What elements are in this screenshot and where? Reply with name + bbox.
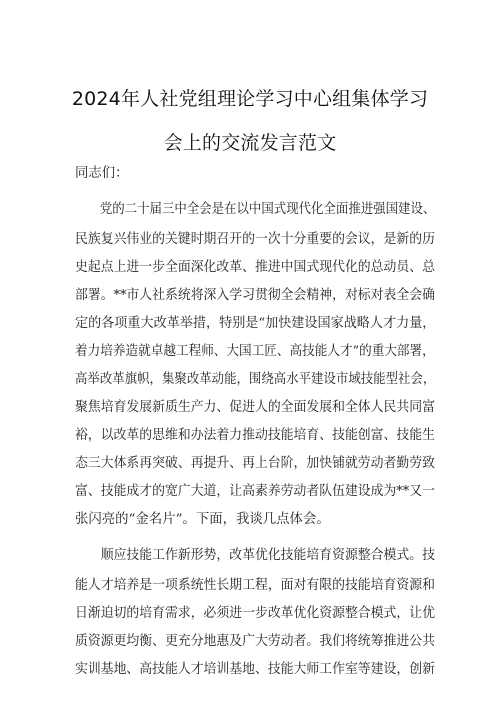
document-title-line-1: 2024年人社党组理论学习中心组集体学习 [71,88,429,110]
paragraph-2-line-3: 日渐迫切的培育需求，必须进一步改革优化资源整合模式，让优 [75,606,435,621]
paragraph-1-line-6: 着力培养造就卓越工程师、大国工匠、高技能人才”的重大部署， [75,344,435,359]
paragraph-1-line-7: 高举改革旗帜，集聚改革动能，围绕高水平建设市域技能型社会， [75,372,436,387]
paragraph-1-line-2: 民族复兴伟业的关键时期召开的一次十分重要的会议，是新的历 [75,232,435,247]
paragraph-1-line-11: 富、技能成才的宽广大道，让高素养劳动者队伍建设成为**又一 [75,484,435,499]
paragraph-1-line-9: 裕，以改革的思维和办法着力推动技能培育、技能创富、技能生 [75,428,435,443]
paragraph-1-line-3: 史起点上进一步全面深化改革、推进中国式现代化的总动员、总 [75,260,435,275]
paragraph-1-line-10: 态三大体系再突破、再提升、再上台阶，加快铺就劳动者勤劳致 [75,456,435,471]
document-title-line-2: 会上的交流发言范文 [163,132,337,154]
paragraph-1-line-4: 部署。**市人社系统将深入学习贯彻全会精神，对标对表全会确 [75,288,435,303]
paragraph-1-line-8: 聚焦培育发展新质生产力、促进人的全面发展和全体人民共同富 [75,400,435,415]
paragraph-2-line-5: 实训基地、高技能人才培训基地、技能大师工作室等建设，创新 [75,662,435,677]
paragraph-2-line-2: 能人才培养是一项系统性长期工程，面对有限的技能培育资源和 [75,578,435,593]
paragraph-2-line-4: 质资源更均衡、更充分地惠及广大劳动者。我们将统筹推进公共 [75,634,435,649]
paragraph-2-line-1: 顺应技能工作新形势，改革优化技能培育资源整合模式。技 [75,548,435,563]
paragraph-1-line-1: 党的二十届三中全会是在以中国式现代化全面推进强国建设、 [75,202,436,217]
salutation: 同志们： [75,166,129,181]
paragraph-1-line-12: 张闪亮的“金名片”。下面，我谈几点体会。 [75,512,330,527]
paragraph-1-line-5: 定的各项重大改革举措，特别是“加快建设国家战略人才力量， [75,316,436,331]
